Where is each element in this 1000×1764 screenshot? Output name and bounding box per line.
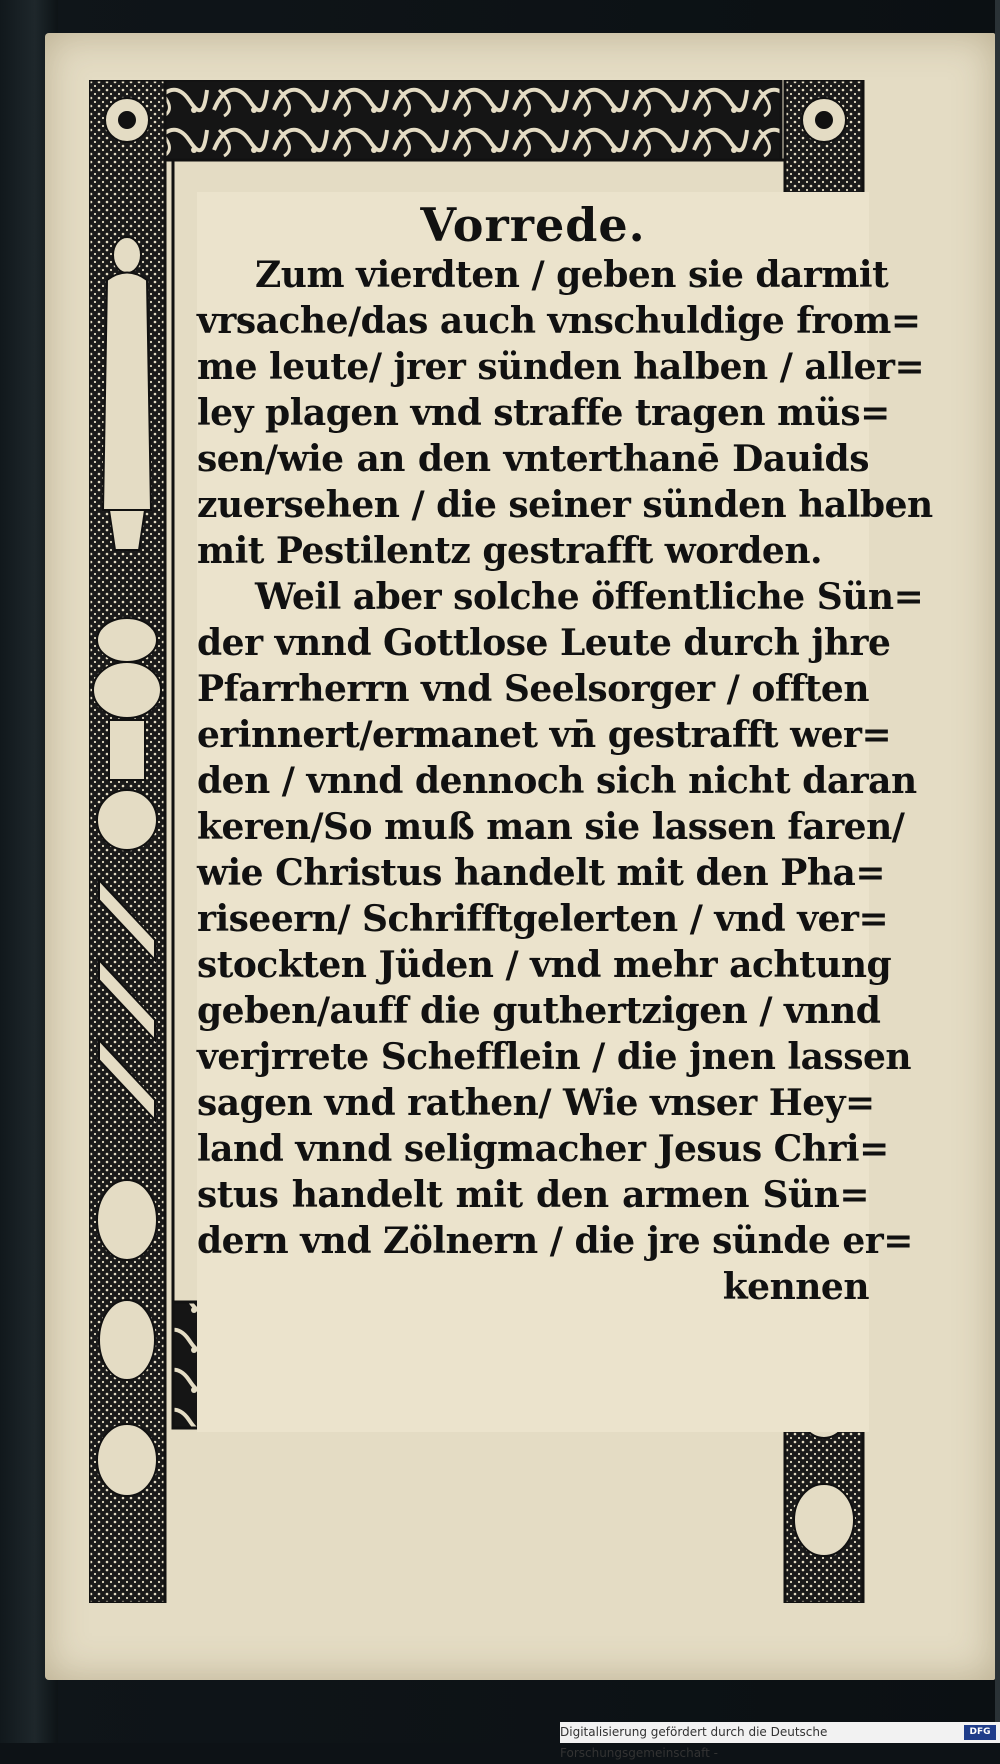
text-line: me leute/ jrer sünden halben / aller= <box>197 346 925 388</box>
page-heading: Vorrede. <box>420 198 646 252</box>
text-line: riseern/ Schrifftgelerten / vnd ver= <box>197 898 889 940</box>
page-edge <box>995 0 1000 1743</box>
text-line: keren/So muß man sie lassen faren/ <box>197 806 905 848</box>
text-line: verjrrete Schefflein / die jnen lassen <box>197 1036 912 1078</box>
text-line: vrsache/das auch vnschuldige from= <box>197 300 921 342</box>
text-line: Zum vierdten / geben sie darmit <box>255 254 889 296</box>
text-line: stockten Jüden / vnd mehr achtung <box>197 944 892 986</box>
text-line: den / vnnd dennoch sich nicht daran <box>197 760 917 802</box>
text-line: Pfarrherrn vnd Seelsorger / offten <box>197 668 870 710</box>
text-line: Weil aber solche öffentliche Sün= <box>255 576 924 618</box>
catchword: kennen <box>722 1266 869 1308</box>
text-line: dern vnd Zölnern / die jre sünde er= <box>197 1220 913 1262</box>
text-line: stus handelt mit den armen Sün= <box>197 1174 869 1216</box>
text-line: sen/wie an den vnterthanē Dauids <box>197 438 869 480</box>
footer-credit: Digitalisierung gefördert durch die Deutsche Forschungsgemeinschaft - <box>560 1725 828 1760</box>
digitization-footer <box>560 1722 1000 1760</box>
text-line: mit Pestilentz gestrafft worden. <box>197 530 823 572</box>
text-line: der vnnd Gottlose Leute durch jhre <box>197 622 891 664</box>
text-line: wie Christus handelt mit den Pha= <box>197 852 885 894</box>
dfg-logo: DFG <box>964 1725 996 1740</box>
text-block <box>197 192 933 1432</box>
text-line: geben/auff die guthertzigen / vnnd <box>197 990 881 1032</box>
text-line: ley plagen vnd straffe tragen müs= <box>197 392 890 434</box>
text-line: zuersehen / die seiner sünden halben <box>197 484 933 526</box>
text-line: land vnnd seligmacher Jesus Chri= <box>197 1128 889 1170</box>
text-line: sagen vnd rathen/ Wie vnser Hey= <box>197 1082 875 1124</box>
text-line: erinnert/ermanet vn̄ gestrafft wer= <box>197 714 892 756</box>
